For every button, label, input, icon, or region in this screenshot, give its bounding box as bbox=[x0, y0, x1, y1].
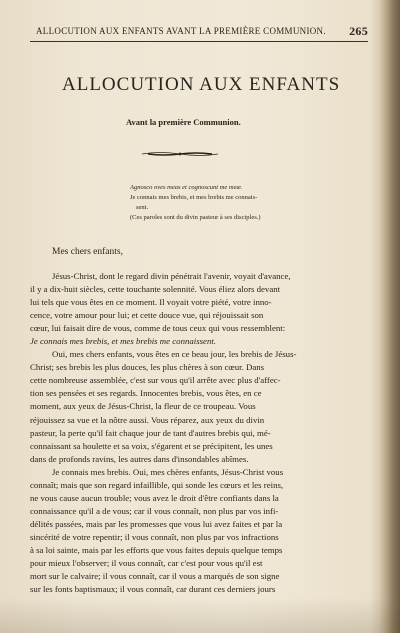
text-line: mort sur le calvaire; il vous connaît, car il vous a marqués de son signe bbox=[30, 571, 280, 582]
epigraph-line: Agnosco oves meas et cognoscunt me meæ. bbox=[130, 184, 243, 191]
book-binding-edge bbox=[370, 0, 400, 633]
text-line: sincérité de votre repentir; il vous connaît, non plus par vos infractions bbox=[30, 531, 279, 542]
text-line: connaissance qu'il a de vous; car il vous connaît, non plus par vos infi- bbox=[30, 505, 279, 516]
text-line: cette nombreuse assemblée, c'est sur vous qu'il arrête avec plus d'affec- bbox=[30, 375, 281, 386]
salutation: Mes chers enfants, bbox=[52, 247, 123, 257]
text-line: pasteur, la perte qu'il fait chaque jour de tant d'autres brebis qui, mé- bbox=[30, 427, 271, 438]
text-line: Christ; ses brebis les plus douces, les plus chères à son cœur. Dans bbox=[30, 362, 265, 373]
epigraph bbox=[130, 183, 370, 223]
epigraph-line: Je connais mes brebis, et mes brebis me connais- bbox=[130, 194, 258, 201]
text-line: réjouissez sa vue et la nôtre aussi. Vous réparez, aux yeux du divin bbox=[30, 414, 265, 425]
text-line: à sa loi sainte, mais par les efforts que vous faites depuis quelque temps bbox=[30, 544, 283, 555]
text-line: cence, votre amour pour lui; et cette douce vue, qui réjouissait son bbox=[30, 310, 264, 321]
chapter-title: ALLOCUTION AUX ENFANTS bbox=[62, 74, 341, 95]
epigraph-line: (Ces paroles sont du divin pasteur à ses disciples.) bbox=[130, 214, 261, 221]
text-line: connaît; mais que son regard infaillible, qui sonde les cœurs et les reins, bbox=[30, 479, 284, 490]
body-text bbox=[30, 270, 368, 596]
page-shadow bbox=[0, 597, 400, 633]
text-line: Je connais mes brebis, et mes brebis me connaissent. bbox=[30, 336, 217, 347]
header-rule bbox=[30, 41, 368, 42]
page-number: 265 bbox=[349, 24, 368, 38]
running-head-title: ALLOCUTION AUX ENFANTS AVANT LA PREMIÈRE COMMUNION. bbox=[36, 26, 326, 36]
text-line: Je connais mes brebis. Oui, mes chères enfants, Jésus-Christ vous bbox=[52, 466, 284, 477]
epigraph-line: sent. bbox=[136, 204, 149, 211]
text-line: délités passées, mais par les promesses que vous lui avez faites et par la bbox=[30, 518, 283, 529]
ornament-divider bbox=[140, 150, 220, 158]
text-line: pour mieux l'observer; il vous connaît, car c'est pour vous qu'il est bbox=[30, 558, 263, 569]
text-line: tion ses pensées et ses regards. Innocentes brebis, vous êtes, en ce bbox=[30, 388, 262, 399]
text-line: connaissant sa houlette et sa voix, s'égarent et se précipitent, les unes bbox=[30, 440, 273, 451]
text-line: ne vous cause aucun trouble; vous avez le droit d'être confiants dans la bbox=[30, 492, 279, 503]
text-line: il y a dix-huit siècles, cette touchante solennité. Vous éliez alors devant bbox=[30, 284, 281, 295]
text-line: lui tels que vous êtes en ce moment. Il voyait votre piété, votre inno- bbox=[30, 297, 272, 308]
text-line: moment, aux yeux de Jésus-Christ, la fleur de ce troupeau. Vous bbox=[30, 401, 256, 412]
text-line: sur les fonts baptismaux; il vous connaît, car durant ces derniers jours bbox=[30, 584, 276, 595]
text-line: Jésus-Christ, dont le regard divin pénétrait l'avenir, voyait d'avance, bbox=[52, 271, 291, 281]
chapter-subtitle: Avant la première Communion. bbox=[126, 117, 241, 127]
text-line: cœur, lui faisait dire de vous, comme de tous ceux qui vous ressemblent: bbox=[30, 323, 286, 334]
text-line: Oui, mes chers enfants, vous êtes en ce beau jour, les brebis de Jésus- bbox=[52, 349, 297, 360]
text-line: dans de profonds ravins, les autres dans d'insondables abîmes. bbox=[30, 453, 249, 464]
